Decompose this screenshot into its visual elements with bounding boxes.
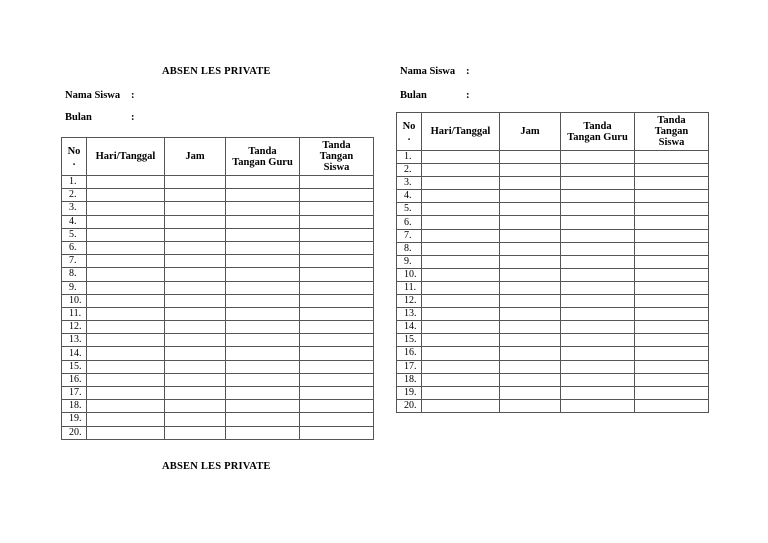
cell-tanda-tangan-guru <box>561 203 635 216</box>
row-number: 17. <box>62 387 87 400</box>
cell-hari-tanggal <box>422 151 500 164</box>
nama-siswa-colon: : <box>131 90 135 101</box>
table-row <box>397 151 709 164</box>
cell-jam <box>165 400 226 413</box>
table-row <box>397 347 709 360</box>
cell-jam <box>500 242 561 255</box>
cell-hari-tanggal <box>422 190 500 203</box>
table-row <box>397 216 709 229</box>
row-number: 2. <box>397 164 422 177</box>
row-number: 6. <box>62 241 87 254</box>
cell-tanda-tangan-siswa <box>635 216 709 229</box>
cell-tanda-tangan-guru <box>226 307 300 320</box>
cell-tanda-tangan-guru <box>226 321 300 334</box>
cell-tanda-tangan-siswa <box>300 228 374 241</box>
row-number: 9. <box>62 281 87 294</box>
row-number: 8. <box>62 268 87 281</box>
cell-hari-tanggal <box>87 387 165 400</box>
cell-tanda-tangan-siswa <box>635 255 709 268</box>
cell-tanda-tangan-guru <box>226 176 300 189</box>
cell-tanda-tangan-guru <box>226 360 300 373</box>
cell-tanda-tangan-siswa <box>300 241 374 254</box>
table-row <box>397 229 709 242</box>
header-no: No . <box>62 138 87 176</box>
row-number: 13. <box>62 334 87 347</box>
cell-tanda-tangan-guru <box>561 151 635 164</box>
cell-tanda-tangan-guru <box>226 189 300 202</box>
cell-jam <box>500 373 561 386</box>
row-number: 10. <box>397 268 422 281</box>
table-row <box>397 164 709 177</box>
cell-tanda-tangan-guru <box>226 281 300 294</box>
cell-hari-tanggal <box>87 241 165 254</box>
cell-hari-tanggal <box>422 334 500 347</box>
attendance-table <box>396 112 709 413</box>
cell-tanda-tangan-guru <box>561 295 635 308</box>
cell-tanda-tangan-guru <box>226 387 300 400</box>
cell-tanda-tangan-guru <box>561 242 635 255</box>
cell-jam <box>500 386 561 399</box>
cell-jam <box>165 202 226 215</box>
table-row <box>62 281 374 294</box>
row-number: 1. <box>62 176 87 189</box>
nama-siswa-field <box>65 90 135 101</box>
cell-tanda-tangan-siswa <box>300 347 374 360</box>
cell-jam <box>165 347 226 360</box>
cell-hari-tanggal <box>87 281 165 294</box>
cell-jam <box>165 360 226 373</box>
row-number: 6. <box>397 216 422 229</box>
form-title: ABSEN LES PRIVATE <box>162 66 271 77</box>
cell-hari-tanggal <box>87 334 165 347</box>
cell-tanda-tangan-guru <box>226 334 300 347</box>
cell-jam <box>500 268 561 281</box>
cell-hari-tanggal <box>422 281 500 294</box>
table-row <box>62 294 374 307</box>
table-row <box>397 177 709 190</box>
header-tanda-tangan-guru: Tanda Tangan Guru <box>226 138 300 176</box>
table-row <box>62 241 374 254</box>
cell-jam <box>165 268 226 281</box>
row-number: 4. <box>397 190 422 203</box>
cell-tanda-tangan-guru <box>226 202 300 215</box>
nama-siswa-label: Nama Siswa <box>65 90 121 101</box>
cell-hari-tanggal <box>87 307 165 320</box>
cell-jam <box>500 295 561 308</box>
cell-tanda-tangan-guru <box>561 255 635 268</box>
cell-hari-tanggal <box>422 164 500 177</box>
cell-tanda-tangan-siswa <box>635 321 709 334</box>
row-number: 20. <box>397 399 422 412</box>
cell-tanda-tangan-guru <box>561 308 635 321</box>
row-number: 11. <box>62 307 87 320</box>
cell-hari-tanggal <box>87 215 165 228</box>
cell-jam <box>165 294 226 307</box>
cell-hari-tanggal <box>422 321 500 334</box>
cell-hari-tanggal <box>87 268 165 281</box>
row-number: 7. <box>397 229 422 242</box>
cell-tanda-tangan-guru <box>561 268 635 281</box>
cell-jam <box>500 347 561 360</box>
cell-tanda-tangan-siswa <box>635 268 709 281</box>
cell-tanda-tangan-guru <box>226 228 300 241</box>
cell-tanda-tangan-guru <box>561 347 635 360</box>
table-row <box>62 189 374 202</box>
cell-hari-tanggal <box>422 308 500 321</box>
cell-jam <box>165 281 226 294</box>
cell-hari-tanggal <box>422 203 500 216</box>
row-number: 15. <box>397 334 422 347</box>
cell-tanda-tangan-guru <box>561 164 635 177</box>
cell-tanda-tangan-siswa <box>635 399 709 412</box>
header-jam: Jam <box>165 138 226 176</box>
cell-jam <box>165 307 226 320</box>
cell-hari-tanggal <box>422 268 500 281</box>
cell-hari-tanggal <box>422 216 500 229</box>
cell-tanda-tangan-guru <box>226 268 300 281</box>
cell-tanda-tangan-guru <box>226 241 300 254</box>
cell-tanda-tangan-siswa <box>300 307 374 320</box>
cell-jam <box>165 426 226 439</box>
table-row <box>397 386 709 399</box>
cell-tanda-tangan-siswa <box>300 281 374 294</box>
cell-hari-tanggal <box>422 177 500 190</box>
cell-jam <box>500 203 561 216</box>
row-number: 2. <box>62 189 87 202</box>
cell-tanda-tangan-siswa <box>635 190 709 203</box>
cell-tanda-tangan-siswa <box>635 347 709 360</box>
table-header-row <box>397 113 709 151</box>
row-number: 20. <box>62 426 87 439</box>
cell-tanda-tangan-guru <box>561 216 635 229</box>
cell-tanda-tangan-guru <box>226 373 300 386</box>
cell-tanda-tangan-siswa <box>300 176 374 189</box>
cell-tanda-tangan-siswa <box>300 373 374 386</box>
row-number: 9. <box>397 255 422 268</box>
table-row <box>62 347 374 360</box>
cell-tanda-tangan-siswa <box>635 281 709 294</box>
cell-jam <box>500 229 561 242</box>
table-row <box>397 281 709 294</box>
cell-tanda-tangan-guru <box>226 215 300 228</box>
cell-hari-tanggal <box>87 294 165 307</box>
cell-tanda-tangan-siswa <box>635 334 709 347</box>
row-number: 16. <box>397 347 422 360</box>
cell-jam <box>165 228 226 241</box>
cell-hari-tanggal <box>87 400 165 413</box>
cell-hari-tanggal <box>87 413 165 426</box>
row-number: 3. <box>397 177 422 190</box>
cell-tanda-tangan-guru <box>226 347 300 360</box>
cell-hari-tanggal <box>87 360 165 373</box>
bulan-colon: : <box>466 90 470 101</box>
cell-jam <box>165 241 226 254</box>
cell-tanda-tangan-siswa <box>300 321 374 334</box>
cell-tanda-tangan-siswa <box>300 294 374 307</box>
cell-tanda-tangan-guru <box>561 281 635 294</box>
cell-tanda-tangan-siswa <box>300 189 374 202</box>
row-number: 8. <box>397 242 422 255</box>
cell-jam <box>500 334 561 347</box>
header-no: No . <box>397 113 422 151</box>
table-row <box>397 334 709 347</box>
nama-siswa-colon: : <box>466 66 470 77</box>
table-row <box>62 426 374 439</box>
cell-jam <box>500 190 561 203</box>
cell-tanda-tangan-guru <box>226 255 300 268</box>
nama-siswa-field <box>400 66 470 77</box>
cell-hari-tanggal <box>422 373 500 386</box>
cell-hari-tanggal <box>87 426 165 439</box>
table-row <box>397 373 709 386</box>
row-number: 14. <box>62 347 87 360</box>
cell-hari-tanggal <box>422 386 500 399</box>
cell-tanda-tangan-siswa <box>300 334 374 347</box>
row-number: 15. <box>62 360 87 373</box>
row-number: 1. <box>397 151 422 164</box>
row-number: 5. <box>62 228 87 241</box>
table-row <box>397 268 709 281</box>
header-hari-tanggal: Hari/Tanggal <box>422 113 500 151</box>
bulan-field <box>65 112 135 123</box>
cell-hari-tanggal <box>87 373 165 386</box>
cell-hari-tanggal <box>422 295 500 308</box>
table-row <box>397 203 709 216</box>
cell-tanda-tangan-siswa <box>300 268 374 281</box>
table-row <box>62 373 374 386</box>
cell-jam <box>500 321 561 334</box>
cell-tanda-tangan-siswa <box>635 308 709 321</box>
cell-hari-tanggal <box>87 202 165 215</box>
cell-tanda-tangan-siswa <box>635 373 709 386</box>
cell-tanda-tangan-siswa <box>300 360 374 373</box>
cell-hari-tanggal <box>422 255 500 268</box>
cell-jam <box>500 164 561 177</box>
header-tanda-tangan-guru: Tanda Tangan Guru <box>561 113 635 151</box>
cell-tanda-tangan-siswa <box>300 255 374 268</box>
cell-tanda-tangan-guru <box>226 294 300 307</box>
cell-tanda-tangan-guru <box>561 190 635 203</box>
cell-hari-tanggal <box>422 242 500 255</box>
cell-tanda-tangan-siswa <box>635 164 709 177</box>
cell-hari-tanggal <box>87 347 165 360</box>
table-header-row <box>62 138 374 176</box>
cell-tanda-tangan-siswa <box>300 426 374 439</box>
table-row <box>397 255 709 268</box>
cell-hari-tanggal <box>87 255 165 268</box>
table-row <box>62 215 374 228</box>
cell-tanda-tangan-guru <box>226 400 300 413</box>
bulan-colon: : <box>131 112 135 123</box>
cell-jam <box>165 373 226 386</box>
cell-jam <box>165 189 226 202</box>
header-tanda-tangan-siswa: Tanda Tangan Siswa <box>635 113 709 151</box>
table-row <box>62 360 374 373</box>
row-number: 12. <box>397 295 422 308</box>
row-number: 17. <box>397 360 422 373</box>
nama-siswa-label: Nama Siswa <box>400 66 456 77</box>
cell-tanda-tangan-siswa <box>635 229 709 242</box>
cell-jam <box>165 176 226 189</box>
cell-tanda-tangan-guru <box>561 399 635 412</box>
header-tanda-tangan-siswa: Tanda Tangan Siswa <box>300 138 374 176</box>
cell-tanda-tangan-siswa <box>635 177 709 190</box>
cell-tanda-tangan-siswa <box>300 215 374 228</box>
row-number: 7. <box>62 255 87 268</box>
row-number: 4. <box>62 215 87 228</box>
table-row <box>62 334 374 347</box>
row-number: 16. <box>62 373 87 386</box>
cell-jam <box>500 216 561 229</box>
row-number: 11. <box>397 281 422 294</box>
cell-hari-tanggal <box>422 360 500 373</box>
cell-tanda-tangan-siswa <box>300 202 374 215</box>
cell-tanda-tangan-guru <box>561 360 635 373</box>
table-row <box>397 242 709 255</box>
row-number: 19. <box>397 386 422 399</box>
cell-tanda-tangan-siswa <box>635 386 709 399</box>
row-number: 13. <box>397 308 422 321</box>
cell-jam <box>500 151 561 164</box>
table-row <box>62 255 374 268</box>
cell-jam <box>500 281 561 294</box>
cell-tanda-tangan-siswa <box>635 242 709 255</box>
row-number: 12. <box>62 321 87 334</box>
cell-tanda-tangan-guru <box>561 373 635 386</box>
cell-tanda-tangan-siswa <box>300 400 374 413</box>
cell-tanda-tangan-siswa <box>300 413 374 426</box>
cell-tanda-tangan-guru <box>561 386 635 399</box>
cell-jam <box>500 360 561 373</box>
table-row <box>397 321 709 334</box>
attendance-table <box>61 137 374 440</box>
bulan-label: Bulan <box>65 112 92 123</box>
cell-jam <box>165 334 226 347</box>
table-row <box>62 176 374 189</box>
row-number: 18. <box>397 373 422 386</box>
cell-tanda-tangan-siswa <box>635 295 709 308</box>
cell-jam <box>165 387 226 400</box>
header-hari-tanggal: Hari/Tanggal <box>87 138 165 176</box>
row-number: 18. <box>62 400 87 413</box>
cell-tanda-tangan-guru <box>561 229 635 242</box>
cell-jam <box>165 215 226 228</box>
bulan-label: Bulan <box>400 90 427 101</box>
cell-tanda-tangan-siswa <box>635 151 709 164</box>
row-number: 3. <box>62 202 87 215</box>
cell-tanda-tangan-siswa <box>635 203 709 216</box>
table-row <box>62 228 374 241</box>
table-row <box>397 360 709 373</box>
table-row <box>397 295 709 308</box>
table-row <box>62 413 374 426</box>
cell-tanda-tangan-guru <box>226 413 300 426</box>
row-number: 5. <box>397 203 422 216</box>
cell-jam <box>165 255 226 268</box>
row-number: 14. <box>397 321 422 334</box>
cell-jam <box>500 399 561 412</box>
row-number: 10. <box>62 294 87 307</box>
cell-jam <box>165 413 226 426</box>
cell-tanda-tangan-guru <box>561 177 635 190</box>
table-row <box>62 400 374 413</box>
cell-hari-tanggal <box>87 176 165 189</box>
row-number: 19. <box>62 413 87 426</box>
table-row <box>397 190 709 203</box>
cell-hari-tanggal <box>422 229 500 242</box>
table-row <box>397 308 709 321</box>
cell-tanda-tangan-guru <box>561 321 635 334</box>
table-row <box>62 268 374 281</box>
cell-jam <box>165 321 226 334</box>
cell-hari-tanggal <box>422 399 500 412</box>
table-row <box>62 321 374 334</box>
cell-jam <box>500 177 561 190</box>
cell-jam <box>500 308 561 321</box>
table-row <box>62 307 374 320</box>
cell-hari-tanggal <box>87 321 165 334</box>
header-jam: Jam <box>500 113 561 151</box>
table-row <box>397 399 709 412</box>
cell-hari-tanggal <box>87 189 165 202</box>
table-row <box>62 202 374 215</box>
cell-tanda-tangan-siswa <box>300 387 374 400</box>
cell-tanda-tangan-guru <box>226 426 300 439</box>
cell-jam <box>500 255 561 268</box>
cell-tanda-tangan-siswa <box>635 360 709 373</box>
table-row <box>62 387 374 400</box>
cell-hari-tanggal <box>87 228 165 241</box>
cell-tanda-tangan-guru <box>561 334 635 347</box>
bulan-field <box>400 90 470 101</box>
form-title-next: ABSEN LES PRIVATE <box>162 461 271 472</box>
cell-hari-tanggal <box>422 347 500 360</box>
